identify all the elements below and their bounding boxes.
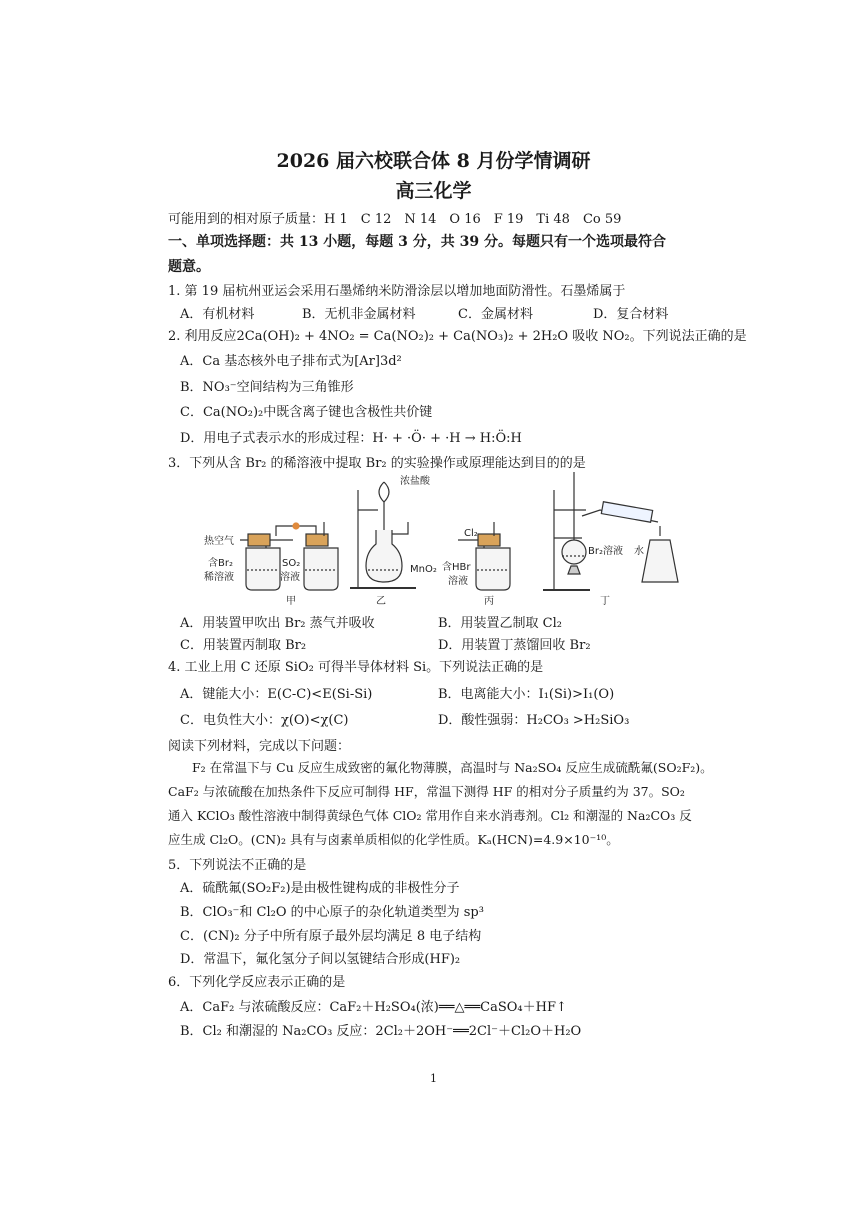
q3-option-b: B．用装置乙制取 Cl₂ xyxy=(438,616,563,631)
fig-label-jia: 甲 xyxy=(286,596,296,607)
q3-option-c: C．用装置丙制取 Br₂ xyxy=(180,638,307,653)
q5-option-d: D．常温下，氟化氢分子间以氢键结合形成(HF)₂ xyxy=(180,952,461,967)
fig-so2-1: SO₂ xyxy=(282,558,301,569)
atomic-masses: 可能用到的相对原子质量：H 1 C 12 N 14 O 16 F 19 Ti 48 Co 59 xyxy=(168,212,622,227)
fig-label-ding: 丁 xyxy=(600,596,610,607)
fig-br2-dilute-1: 含Br₂ xyxy=(208,558,233,569)
q1-option-d: D．复合材料 xyxy=(593,307,669,322)
fig-br2-dilute-2: 稀溶液 xyxy=(204,572,234,583)
page-title: 2026 届六校联合体 8 月份学情调研 xyxy=(276,150,591,172)
fig-hot-air: 热空气 xyxy=(204,536,234,547)
question-3-stem: 3．下列从含 Br₂ 的稀溶液中提取 Br₂ 的实验操作或原理能达到目的的是 xyxy=(168,456,586,471)
page-number: 1 xyxy=(430,1072,437,1085)
q1-option-b: B．无机非金属材料 xyxy=(302,307,416,322)
question-1-stem: 1. 第 19 届杭州亚运会采用石墨烯纳米防滑涂层以增加地面防滑性。石墨烯属于 xyxy=(168,284,626,299)
fig-conc-hcl: 浓盐酸 xyxy=(400,476,430,487)
reading-line-3: 通入 KClO₃ 酸性溶液中制得黄绿色气体 ClO₂ 常用作自来水消毒剂。Cl₂ 和潮湿的 Na₂CO₃ 反 xyxy=(168,808,692,823)
q3-option-a: A．用装置甲吹出 Br₂ 蒸气并吸收 xyxy=(180,616,375,631)
fig-so2-2: 溶液 xyxy=(280,572,300,583)
fig-hbr-1: 含HBr xyxy=(442,562,471,573)
fig-label-bing: 丙 xyxy=(484,596,494,607)
fig-mno2: MnO₂ xyxy=(410,564,437,575)
q3-option-d: D．用装置丁蒸馏回收 Br₂ xyxy=(438,638,591,653)
q5-option-a: A．硫酰氟(SO₂F₂)是由极性键构成的非极性分子 xyxy=(180,881,460,896)
fig-water: 水 xyxy=(634,546,644,557)
q4-option-b: B．电离能大小：I₁(Si)>I₁(O) xyxy=(438,687,615,702)
q4-option-d: D．酸性强弱：H₂CO₃ >H₂SiO₃ xyxy=(438,713,630,728)
reading-line-1: F₂ 在常温下与 Cu 反应生成致密的氟化物薄膜，高温时与 Na₂SO₄ 反应生成硫酰氟(SO₂F₂)。 xyxy=(192,760,713,775)
fig-cl2: Cl₂ xyxy=(464,528,478,539)
q5-option-b: B．ClO₃⁻和 Cl₂O 的中心原子的杂化轨道类型为 sp³ xyxy=(180,905,484,920)
q6-option-b: B．Cl₂ 和潮湿的 Na₂CO₃ 反应：2Cl₂＋2OH⁻══2Cl⁻＋Cl₂O＋H₂O xyxy=(180,1024,582,1039)
fig-br2-solution: Br₂溶液 xyxy=(588,546,623,557)
apparatus-figure xyxy=(198,470,698,610)
reading-line-4: 应生成 Cl₂O。(CN)₂ 具有与卤素单质相似的化学性质。Kₐ(HCN)=4.9×10⁻¹⁰。 xyxy=(168,832,619,847)
q2-option-a: A．Ca 基态核外电子排布式为[Ar]3d² xyxy=(180,354,402,369)
section-heading-cont: 题意。 xyxy=(168,259,210,275)
section-heading: 一、单项选择题：共 13 小题，每题 3 分，共 39 分。每题只有一个选项最符合 xyxy=(168,234,666,250)
page-subtitle: 高三化学 xyxy=(395,180,472,202)
reading-line-2: CaF₂ 与浓硫酸在加热条件下反应可制得 HF，常温下测得 HF 的相对分子质量约为 37。SO₂ xyxy=(168,784,685,799)
fig-label-yi: 乙 xyxy=(376,596,386,607)
q4-option-c: C．电负性大小：χ(O)<χ(C) xyxy=(180,713,349,728)
q2-option-d: D．用电子式表示水的形成过程：H· + ·Ö· + ·H → H:Ö:H xyxy=(180,431,522,446)
question-2-stem: 2. 利用反应2Ca(OH)₂ + 4NO₂ = Ca(NO₂)₂ + Ca(NO₃)₂ + 2H₂O 吸收 NO₂。下列说法正确的是 xyxy=(168,329,747,344)
q2-option-b: B．NO₃⁻空间结构为三角锥形 xyxy=(180,380,354,395)
q1-option-c: C．金属材料 xyxy=(458,307,533,322)
fig-hbr-2: 溶液 xyxy=(448,576,468,587)
q4-option-a: A．键能大小：E(C-C)<E(Si-Si) xyxy=(180,687,373,702)
reading-intro: 阅读下列材料，完成以下问题： xyxy=(168,739,351,754)
question-4-stem: 4. 工业上用 C 还原 SiO₂ 可得半导体材料 Si。下列说法正确的是 xyxy=(168,660,544,675)
question-6-stem: 6．下列化学反应表示正确的是 xyxy=(168,975,346,990)
q1-option-a: A．有机材料 xyxy=(180,307,255,322)
q2-option-c: C．Ca(NO₂)₂中既含离子键也含极性共价键 xyxy=(180,405,433,420)
question-5-stem: 5．下列说法不正确的是 xyxy=(168,858,307,873)
q6-option-a: A．CaF₂ 与浓硫酸反应：CaF₂＋H₂SO₄(浓)══△══CaSO₄＋HF↑ xyxy=(180,1000,567,1015)
q5-option-c: C．(CN)₂ 分子中所有原子最外层均满足 8 电子结构 xyxy=(180,929,482,944)
